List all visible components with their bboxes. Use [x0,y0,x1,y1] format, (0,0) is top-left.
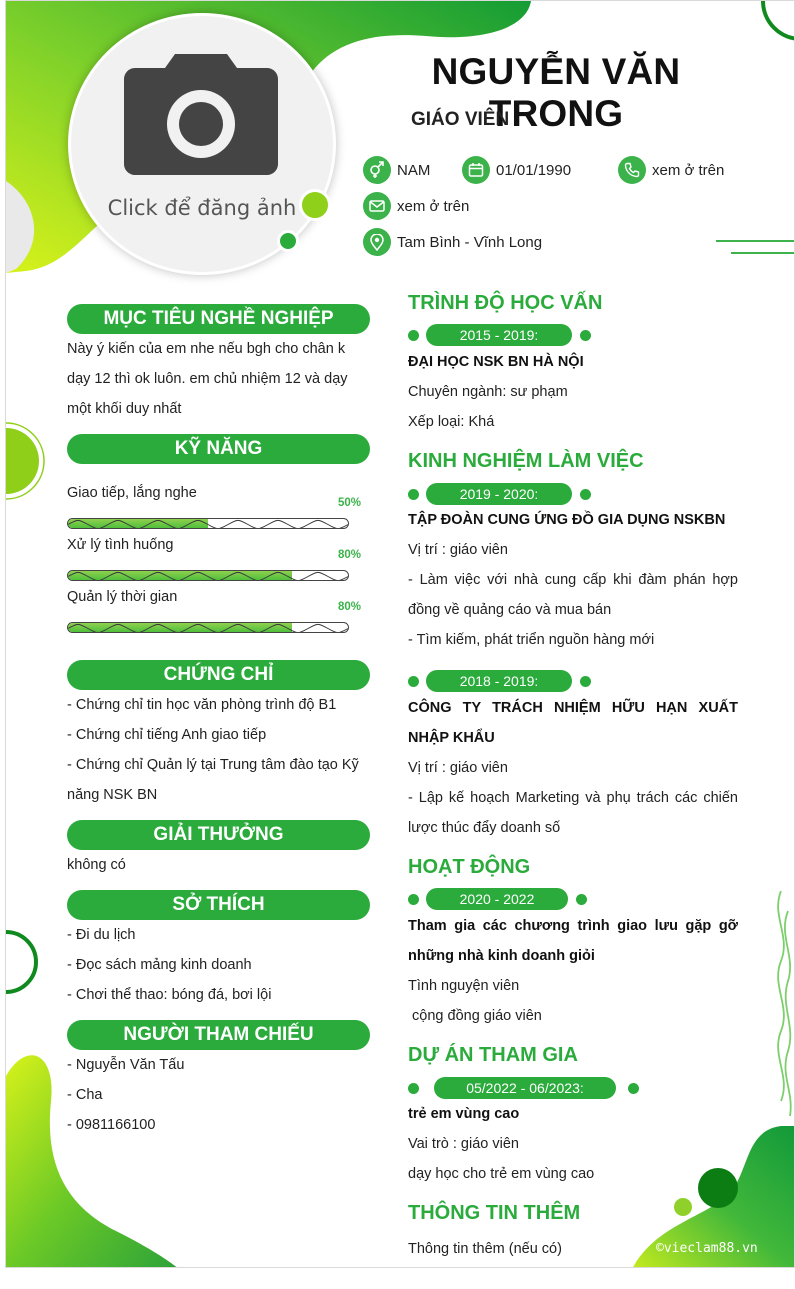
job-position: Vị trí : giáo viên [408,542,508,558]
projects-description: dạy học cho trẻ em vùng cao [408,1166,595,1182]
education-timeline [408,324,598,346]
timeline-dot [408,894,419,905]
references-heading: NGƯỜI THAM CHIẾU [67,1020,370,1050]
full-name: NGUYỄN VĂN TRONG [431,51,681,134]
extra-heading: THÔNG TIN THÊM [408,1202,581,1224]
skill-bar [67,622,349,633]
address-value: Tam Bình - Vĩnh Long [397,233,543,251]
timeline-dot [580,489,591,500]
left-ring [6,926,46,1001]
timeline-dot [408,330,419,341]
email-value: xem ở trên [397,197,470,215]
activities-line: Tình nguyện viên [408,978,520,994]
activities-title: Tham gia các chương trình giao lưu gặp gỡ những nhà kinh doanh giỏi [408,918,738,964]
hobby-item: - Đi du lịch [67,927,136,943]
job-title: GIÁO VIÊN [411,109,510,130]
job-period: 2018 - 2019: [426,670,572,692]
contact-phone [618,156,724,184]
activities-period: 2020 - 2022 [426,888,568,910]
job-detail: - Làm việc với nhà cung cấp khi đàm phán hợp đồng về quảng cáo và mua bán [408,572,738,618]
camera-icon [123,54,279,176]
contact-email [363,192,469,220]
location-icon [363,228,391,256]
job-company: CÔNG TY TRÁCH NHIỆM HỮU HẠN XUẤT NHẬP KHẨU [408,700,738,746]
reference-item: - 0981166100 [67,1117,156,1133]
certificate-item: - Chứng chỉ tiếng Anh giao tiếp [67,727,267,743]
phone-icon [618,156,646,184]
experience-timeline [408,483,598,505]
skill-wave [68,571,349,581]
cv-page [5,0,795,1268]
education-grade: Xếp loại: Khá [408,414,495,430]
experience-heading: KINH NGHIỆM LÀM VIỆC [408,450,644,472]
right-lines [711,236,795,261]
phone-value: xem ở trên [652,161,725,179]
skill-bar [67,518,349,529]
certificates-heading: CHỨNG CHỈ [67,660,370,690]
skill-name: Quản lý thời gian [67,589,178,605]
skill-name: Xử lý tình huống [67,537,174,553]
timeline-dot [580,330,591,341]
job-detail: - Tìm kiếm, phát triển nguồn hàng mới [408,632,655,648]
timeline-dot [628,1083,639,1094]
left-half-circle [6,406,46,516]
skills-heading: KỸ NĂNG [67,434,370,464]
timeline-dot [576,894,587,905]
avatar-dot-large [299,189,331,221]
job-period: 2019 - 2020: [426,483,572,505]
timeline-dot [580,676,591,687]
activities-timeline [408,888,598,910]
education-period: 2015 - 2019: [426,324,572,346]
job-detail: - Lập kế hoạch Marketing và phụ trách các chiến lược thúc đẩy doanh số [408,790,738,836]
top-right-ring [751,0,795,46]
activities-heading: HOẠT ĐỘNG [408,856,531,878]
reference-item: - Cha [67,1087,103,1103]
projects-title: trẻ em vùng cao [408,1106,520,1122]
career-goal-heading: MỤC TIÊU NGHỀ NGHIỆP [67,304,370,334]
skill-bar [67,570,349,581]
awards-heading: GIẢI THƯỞNG [67,820,370,850]
contact-birthday [462,156,571,184]
gender-value: NAM [397,161,431,179]
birthday-value: 01/01/1990 [496,161,572,179]
education-school: ĐẠI HỌC NSK BN HÀ NỘI [408,354,584,370]
hobbies-heading: SỞ THÍCH [67,890,370,920]
projects-heading: DỰ ÁN THAM GIA [408,1044,578,1066]
projects-timeline [408,1077,648,1099]
mail-icon [363,192,391,220]
contact-address [363,228,542,256]
avatar-upload[interactable] [68,13,336,275]
contact-gender [363,156,430,184]
projects-period: 05/2022 - 06/2023: [434,1077,616,1099]
skill-wave [68,519,349,529]
skill-percent: 50% [337,497,361,509]
right-squiggle [766,891,795,1116]
education-major: Chuyên ngành: sư phạm [408,384,568,400]
skill-percent: 80% [337,549,361,561]
timeline-dot [408,1083,419,1094]
job-company: TẬP ĐOÀN CUNG ỨNG ĐỒ GIA DỤNG NSKBN [408,512,726,528]
extra-text: Thông tin thêm (nếu có) [408,1241,562,1257]
reference-item: - Nguyễn Văn Tấu [67,1057,185,1073]
certificate-item: - Chứng chỉ Quản lý tại Trung tâm đào tạo Kỹ năng NSK BN [67,757,359,803]
watermark: ©vieclam88.vn [656,1241,758,1256]
timeline-dot [408,676,419,687]
experience-timeline [408,670,598,692]
projects-role: Vai trò : giáo viên [408,1136,519,1152]
hobby-item: - Đọc sách mảng kinh doanh [67,957,252,973]
skill-name: Giao tiếp, lắng nghe [67,485,197,501]
education-heading: TRÌNH ĐỘ HỌC VẤN [408,292,603,314]
awards-text: không có [67,857,126,873]
skill-percent: 80% [337,601,361,613]
calendar-icon [462,156,490,184]
gender-icon [363,156,391,184]
skill-wave [68,623,349,633]
timeline-dot [408,489,419,500]
avatar-dot-small [277,230,299,252]
job-position: Vị trí : giáo viên [408,760,508,776]
certificate-item: - Chứng chỉ tin học văn phòng trình độ B1 [67,697,337,713]
avatar-label: Click để đăng ảnh [107,196,297,220]
hobby-item: - Chơi thể thao: bóng đá, bơi lội [67,987,272,1003]
activities-line: cộng đồng giáo viên [408,1008,542,1024]
career-goal-text: Này ý kiến của em nhe nếu bgh cho chân k dạy 12 thì ok luôn. em chủ nhiệm 12 và dạy một khối duy nhất [67,341,348,417]
